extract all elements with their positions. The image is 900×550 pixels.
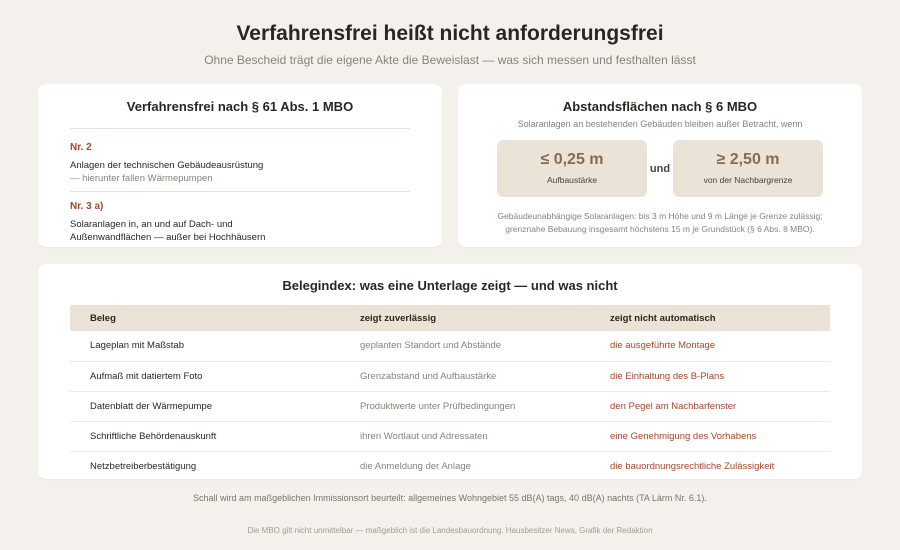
table-row [70, 361, 830, 391]
table-header-row [70, 305, 830, 331]
thickness-value: ≤ 0,25 m [540, 151, 604, 168]
table-row [70, 421, 830, 451]
evidence-index-title: Belegindex: was eine Unterlage zeigt — und was nicht [282, 278, 618, 293]
paragraph-text: Anlagen der technischen Gebäudeausrüstung [70, 160, 264, 171]
paragraph-text: Außenwandflächen — außer bei Hochhäusern [70, 232, 266, 243]
thickness-label: Aufbaustärke [546, 175, 598, 185]
cell-not-automatically: die bauordnungsrechtliche Zulässigkeit [610, 460, 775, 472]
setback-note [458, 210, 862, 236]
paragraph-text: Solaranlagen in, an und auf Dach- und [70, 219, 233, 230]
evidence-table [70, 305, 830, 481]
page-title: Verfahrensfrei heißt nicht anforderungsfrei [236, 22, 664, 45]
paragraph-subtext: — hierunter fallen Wärmepumpen [70, 173, 213, 184]
credit-line: Die MBO gilt nicht unmittelbar — maßgeblich ist die Landesbauordnung. Hausbesitzer News, Grafik der Redaktion [247, 526, 653, 535]
table-row [70, 391, 830, 421]
cell-shows-reliably: Produktwerte unter Prüfbedingungen [360, 391, 610, 421]
procedure-free-title: Verfahrensfrei nach § 61 Abs. 1 MBO [126, 99, 354, 114]
cell-shows-reliably: Grenzabstand und Aufbaustärke [360, 361, 610, 391]
table-row [70, 451, 830, 481]
header-document: Beleg [90, 312, 116, 324]
cell-not-automatically: eine Genehmigung des Vorhabens [610, 421, 830, 451]
cell-shows-reliably: geplanten Standort und Abstände [360, 331, 610, 361]
cell-document: Netzbetreiberbestätigung [90, 460, 197, 472]
cell-shows-reliably: die Anmeldung der Anlage [360, 460, 471, 472]
cell-document: Lageplan mit Maßstab [70, 331, 360, 361]
paragraph-number: Nr. 2 [70, 142, 92, 153]
thickness-box [497, 140, 647, 197]
distance-value: ≥ 2,50 m [716, 151, 780, 168]
divider [70, 191, 410, 192]
setback-title: Abstandsflächen nach § 6 MBO [562, 99, 758, 114]
paragraph-number: Nr. 3 a) [70, 201, 104, 212]
cell-document: Aufmaß mit datiertem Foto [70, 361, 360, 391]
cell-not-automatically: die ausgeführte Montage [610, 331, 830, 361]
setback-note-line: Gebäudeunabhängige Solaranlagen: bis 3 m Höhe und 9 m Länge je Grenze zulässig; [497, 211, 823, 221]
condition-boxes [458, 140, 862, 197]
paragraph-item [38, 201, 442, 244]
header-not-automatically: zeigt nicht automatisch [610, 312, 716, 324]
setback-note-line: grenznahe Bebauung insgesamt höchstens 15 m je Grundstück (§ 6 Abs. 8 MBO). [505, 224, 815, 234]
divider [70, 128, 410, 129]
setback-card [458, 84, 862, 247]
procedure-free-card [38, 84, 442, 247]
cell-shows-reliably: ihren Wortlaut und Adressaten [360, 421, 610, 451]
page-subtitle: Ohne Bescheid trägt die eigene Akte die Beweislast — was sich messen und festhalten lässt [204, 53, 696, 67]
paragraph-item [38, 142, 442, 185]
cell-not-automatically: die Einhaltung des B-Plans [610, 361, 830, 391]
connector-label: und [649, 162, 671, 175]
cell-document: Datenblatt der Wärmepumpe [70, 391, 360, 421]
noise-footnote: Schall wird am maßgeblichen Immissionsort beurteilt: allgemeines Wohngebiet 55 dB(A) tags, 40 dB(A) nachts (TA Lärm Nr. 6.1). [193, 493, 707, 503]
cell-not-automatically: den Pegel am Nachbarfenster [610, 391, 830, 421]
header-shows-reliably: zeigt zuverlässig [360, 312, 437, 324]
distance-box [673, 140, 823, 197]
evidence-index-card [38, 264, 862, 479]
cell-document: Schriftliche Behördenauskunft [70, 421, 360, 451]
distance-label: von der Nachbargrenze [703, 175, 793, 185]
setback-subtitle: Solaranlagen an bestehenden Gebäuden bleiben außer Betracht, wenn [517, 119, 803, 129]
table-row [70, 331, 830, 361]
